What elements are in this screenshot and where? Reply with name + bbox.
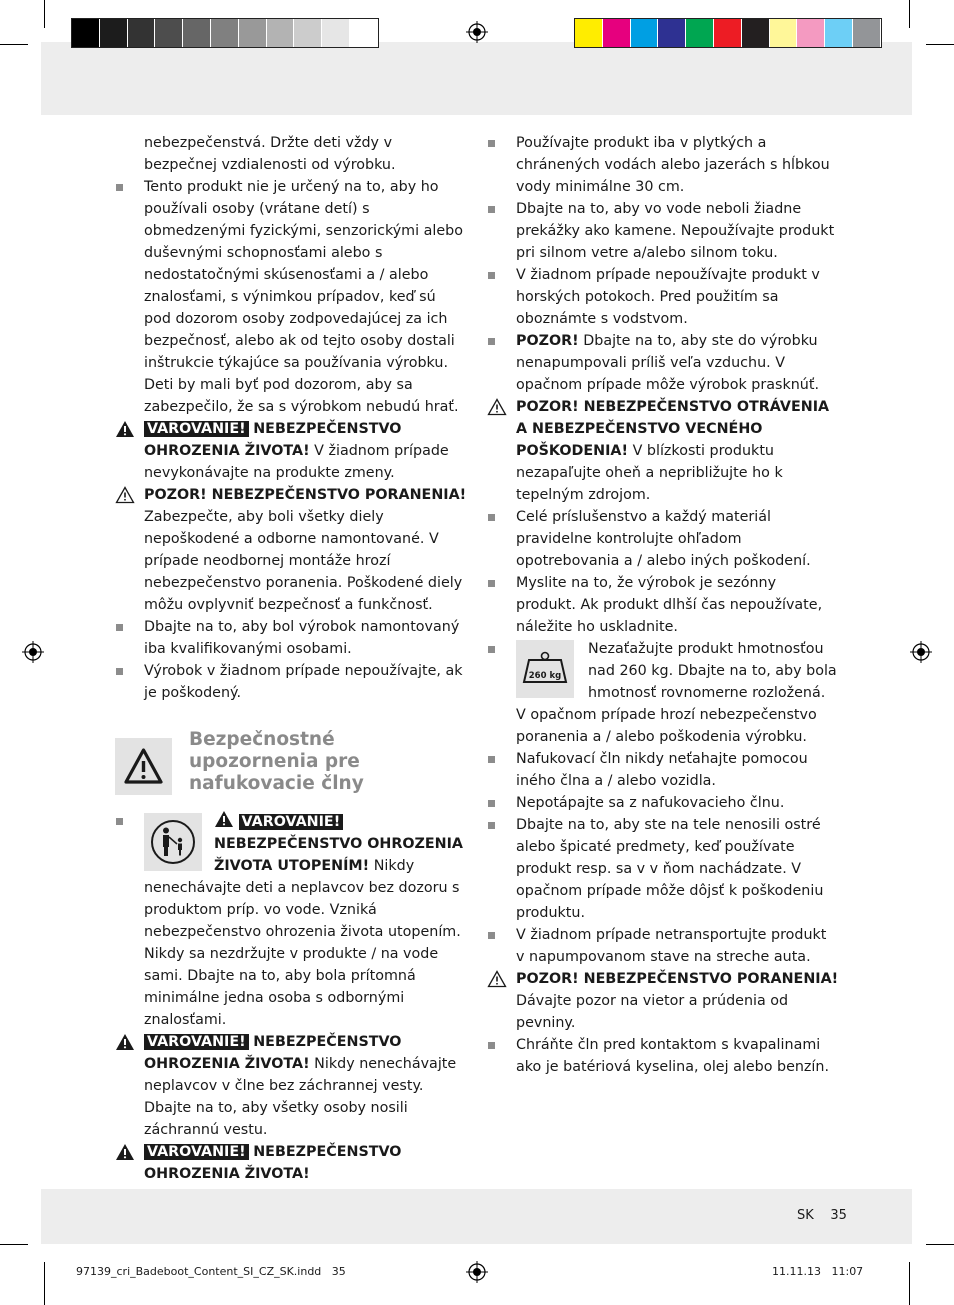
- registration-mark-icon: [466, 1261, 488, 1283]
- color-swatch: [322, 19, 350, 47]
- caution-item: [487, 968, 839, 1034]
- color-swatch: [211, 19, 239, 47]
- bullet-text: Nezaťažujte produkt hmotnosťou nad 260 kg. Dbajte na to, aby bola hmotnosť rovnomerne rozložená. V opačnom prípade hrozí nebezpečenstvo poranenia a / alebo poškodenia výrobku.: [516, 641, 837, 745]
- color-swatch: [72, 19, 100, 47]
- warning-text: V žiadnom prípade nevykonávajte na produkte zmeny.: [144, 443, 449, 481]
- warning-item: [115, 1031, 467, 1141]
- color-swatch: [853, 19, 881, 47]
- warning-triangle-icon: [115, 1033, 135, 1051]
- color-swatch: [155, 19, 183, 47]
- color-swatch: [825, 19, 853, 47]
- bullet-item: Dbajte na to, aby ste na tele nenosili ostré alebo špicaté predmety, keď používate produkt resp. sa v v ňom nachádzate. V opačnom prípade môže dôjsť k poškodeniu produktu.: [487, 814, 839, 924]
- caution-title: POZOR! NEBEZPEČENSTVO OTRÁVENIA A NEBEZPEČENSTVO VECNÉHO POŠKODENIA!: [516, 399, 830, 459]
- crop-mark: [44, 0, 45, 28]
- page-number-block: [797, 1208, 847, 1223]
- registration-mark-icon: [910, 641, 932, 663]
- grayscale-color-bar: [71, 18, 379, 48]
- crop-mark: [0, 44, 28, 45]
- crop-mark: [926, 1244, 954, 1245]
- left-column: [115, 132, 467, 1185]
- warning-text: Nikdy nenechávajte deti a neplavcov bez dozoru s produktom príp. vo vode. Vzniká nebezpečenstvo ohrozenia života utopením. Nikdy sa nezdržujte v produkte / na vode sami. Dbajte na to, aby bola prítomná minimálne jedna osoba s odbornými znalosťami.: [144, 858, 461, 1028]
- weight-icon: [516, 640, 574, 698]
- bullet-item: Používajte produkt iba v plytkých a chránených vodách alebo jazerách s hĺbkou vody minimálne 30 cm.: [487, 132, 839, 198]
- bullet-item: Nepotápajte sa z nafukovacieho člnu.: [487, 792, 839, 814]
- warning-title: NEBEZPEČENSTVO OHROZENIA ŽIVOTA!: [144, 1034, 402, 1072]
- page-number: 35: [830, 1208, 847, 1223]
- color-swatch: [797, 19, 825, 47]
- color-swatch: [742, 19, 770, 47]
- warning-label: VAROVANIE!: [144, 1034, 249, 1050]
- timestamp: [772, 1265, 863, 1278]
- caution-text: Zabezpečte, aby boli všetky diely nepoškodené a odborne namontované. V prípade neodbornej montáže hrozí nebezpečenstvo poranenia. Poškodené diely môžu ovplyvniť bezpečnosť a funkčnosť.: [144, 509, 463, 613]
- right-column: [487, 132, 839, 1078]
- bullet-item: Výrobok v žiadnom prípade nepoužívajte, ak je poškodený.: [115, 660, 467, 704]
- heading-icon-box: [115, 738, 172, 795]
- bullet-item: V žiadnom prípade netransportujte produkt v napumpovanom stave na streche auta.: [487, 924, 839, 968]
- warning-triangle-icon: [214, 810, 234, 828]
- bullet-item: Tento produkt nie je určený na to, aby ho používali osoby (vrátane detí) s obmedzenými fyzickými, senzorickými alebo duševnými schopnosťami alebo s nedostatočnými skúsenosťami a / alebo znalosťami, s výnimkou prípadov, keď sú pod dozorom osoby zodpovedajúcej za ich bezpečnosť, alebo ak od tejto osoby dostali inštrukcie týkajúce sa používania výrobku. Deti by mali byť pod dozorom, aby sa zabezpečilo, že sa s výrobkom nebudú hrať.: [115, 176, 467, 418]
- warning-item: [115, 1141, 467, 1185]
- caution-text: Dávajte pozor na vietor a prúdenia od pevniny.: [516, 993, 789, 1031]
- bullet-item: [487, 330, 839, 396]
- bullet-item: V žiadnom prípade nepoužívajte produkt v horských potokoch. Pred použitím sa oboznámte s vodstvom.: [487, 264, 839, 330]
- color-swatch: [239, 19, 267, 47]
- registration-mark-icon: [466, 21, 488, 43]
- bullet-item: [115, 810, 467, 1031]
- weight-label: 260 kg: [528, 671, 562, 681]
- caution-item: [115, 484, 467, 616]
- caution-item: [487, 396, 839, 506]
- file-page: 35: [331, 1265, 346, 1278]
- adult-child-icon: [144, 813, 202, 871]
- color-swatch: [714, 19, 742, 47]
- color-swatch: [575, 19, 603, 47]
- supervision-pictogram: [144, 813, 202, 871]
- bullet-item: Dbajte na to, aby vo vode neboli žiadne prekážky ako kamene. Nepoužívajte produkt pri silnom vetre a/alebo silnom toku.: [487, 198, 839, 264]
- warning-title: NEBEZPEČENSTVO OHROZENIA ŽIVOTA UTOPENÍM!: [214, 836, 463, 874]
- paragraph: nebezpečenstvá. Držte deti vždy v bezpečnej vzdialenosti od výrobku.: [144, 135, 396, 173]
- warning-label: VAROVANIE!: [144, 1144, 249, 1160]
- file-slug: [76, 1265, 346, 1278]
- caution-title: POZOR!: [516, 333, 579, 349]
- bullet-item: [487, 638, 839, 748]
- caution-triangle-icon: [487, 970, 507, 988]
- crop-mark: [44, 1262, 45, 1305]
- cmyk-color-bar: [574, 18, 882, 48]
- warning-triangle-icon: [115, 1143, 135, 1161]
- color-swatch: [294, 19, 322, 47]
- color-swatch: [267, 19, 295, 47]
- caution-text: Dbajte na to, aby ste do výrobku nenapumpovali príliš veľa vzduchu. V opačnom prípade môže výrobok prasknúť.: [516, 333, 820, 393]
- warning-triangle-icon: [115, 420, 135, 438]
- crop-mark: [0, 1244, 28, 1245]
- crop-mark: [909, 1262, 910, 1305]
- caution-triangle-icon: [487, 398, 507, 416]
- crop-mark: [909, 0, 910, 28]
- caution-title: POZOR! NEBEZPEČENSTVO PORANENIA!: [516, 971, 839, 987]
- date: 11.11.13: [772, 1265, 821, 1278]
- color-swatch: [128, 19, 156, 47]
- bullet-item: Nafukovací čln nikdy neťahajte pomocou iného člna a / alebo vozidla.: [487, 748, 839, 792]
- section-title: Bezpečnostné upozornenia pre nafukovacie člny: [189, 729, 364, 794]
- section-heading: [115, 729, 467, 810]
- color-swatch: [658, 19, 686, 47]
- file-name: 97139_cri_Badeboot_Content_SI_CZ_SK.indd: [76, 1265, 322, 1278]
- warning-label: VAROVANIE!: [239, 814, 344, 830]
- color-swatch: [350, 19, 378, 47]
- time: 11:07: [831, 1265, 864, 1278]
- warning-triangle-icon: [115, 738, 172, 795]
- header-band: [41, 42, 912, 115]
- bullet-item: Chráňte čln pred kontaktom s kvapalinami ako je batériová kyselina, olej alebo benzín.: [487, 1034, 839, 1078]
- caution-triangle-icon: [115, 486, 135, 504]
- warning-item: [115, 418, 467, 484]
- caution-text: V blízkosti produktu nezapaľujte oheň a nepribližujte ho k tepelným zdrojom.: [516, 443, 783, 503]
- bullet-item: Celé príslušenstvo a každý materiál pravidelne kontrolujte ohľadom opotrebovania a / alebo iných poškodení.: [487, 506, 839, 572]
- color-swatch: [631, 19, 659, 47]
- language-code: SK: [797, 1208, 814, 1223]
- bullet-item: Myslite na to, že výrobok je sezónny produkt. Ak produkt dlhší čas nepoužívate, náležite ho uskladnite.: [487, 572, 839, 638]
- bullet-item: Dbajte na to, aby bol výrobok namontovaný iba kvalifikovanými osobami.: [115, 616, 467, 660]
- warning-text: Nikdy nenechávajte neplavcov v člne bez záchrannej vesty. Dbajte na to, aby všetky osoby nosili záchrannú vestu.: [144, 1056, 457, 1138]
- max-load-pictogram: [516, 640, 574, 698]
- color-swatch: [100, 19, 128, 47]
- footer-band: [41, 1189, 912, 1244]
- color-swatch: [183, 19, 211, 47]
- color-swatch: [770, 19, 798, 47]
- registration-mark-icon: [22, 641, 44, 663]
- color-swatch: [686, 19, 714, 47]
- warning-title: NEBEZPEČENSTVO OHROZENIA ŽIVOTA!: [144, 421, 402, 459]
- color-swatch: [603, 19, 631, 47]
- caution-title: POZOR! NEBEZPEČENSTVO PORANENIA!: [144, 487, 467, 503]
- crop-mark: [926, 44, 954, 45]
- warning-label: VAROVANIE!: [144, 421, 249, 437]
- warning-title: NEBEZPEČENSTVO OHROZENIA ŽIVOTA!: [144, 1144, 402, 1182]
